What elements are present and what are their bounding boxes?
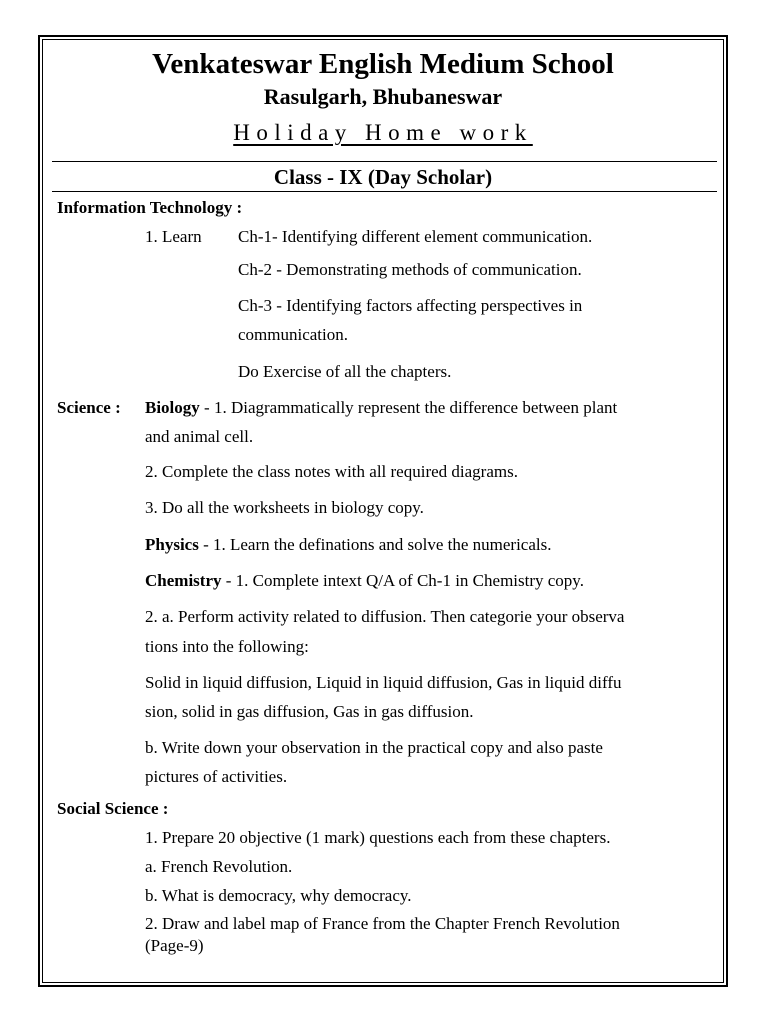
school-name: Venkateswar English Medium School [152, 48, 614, 80]
biology-item3: 3. Do all the worksheets in biology copy. [145, 498, 424, 517]
physics-label: Physics [145, 535, 199, 554]
divider-top [52, 161, 717, 162]
social-item1a: a. French Revolution. [145, 857, 293, 876]
biology-line2: and animal cell. [145, 427, 254, 446]
chemistry-2a-line4: sion, solid in gas diffusion, Gas in gas diffusion. [145, 702, 474, 721]
biology-item2: 2. Complete the class notes with all required diagrams. [145, 462, 518, 481]
it-ch3-line1: Ch-3 - Identifying factors affecting perspectives in [238, 296, 583, 315]
chemistry-2b-line1: b. Write down your observation in the practical copy and also paste [145, 738, 603, 757]
page-title: Holiday Home work [233, 120, 533, 145]
section-heading-social-science: Social Science : [57, 799, 169, 818]
class-line: Class - IX (Day Scholar) [273, 165, 493, 189]
section-heading-science: Science : [57, 398, 121, 417]
social-item2-line1: 2. Draw and label map of France from the Chapter French Revolution [145, 914, 620, 933]
chemistry-2b-line2: pictures of activities. [145, 767, 288, 786]
social-item2-line2: (Page-9) [145, 936, 204, 955]
it-exercise: Do Exercise of all the chapters. [238, 362, 452, 381]
chemistry-label: Chemistry [145, 571, 222, 590]
chemistry-line: Chemistry - 1. Complete intext Q/A of Ch-1 in Chemistry copy. [145, 571, 584, 590]
it-ch3-line2: communication. [238, 325, 349, 344]
divider-bottom [52, 191, 717, 192]
biology-label: Biology [145, 398, 200, 417]
social-item1b: b. What is democracy, why democracy. [145, 886, 412, 905]
school-location: Rasulgarh, Bhubaneswar [263, 84, 503, 109]
biology-line1: Biology - 1. Diagrammatically represent the difference between plant [145, 398, 618, 417]
social-item1: 1. Prepare 20 objective (1 mark) questions each from these chapters. [145, 828, 611, 847]
it-ch1: Ch-1- Identifying different element communication. [238, 227, 593, 246]
section-heading-it: Information Technology : [57, 198, 243, 217]
it-ch2: Ch-2 - Demonstrating methods of communication. [238, 260, 582, 279]
chemistry-2a-line1: 2. a. Perform activity related to diffusion. Then categorie your observa [145, 607, 625, 626]
it-learn-label: 1. Learn [145, 227, 202, 246]
physics-line: Physics - 1. Learn the definations and solve the numericals. [145, 535, 552, 554]
chemistry-2a-line2: tions into the following: [145, 637, 309, 656]
chemistry-2a-line3: Solid in liquid diffusion, Liquid in liquid diffusion, Gas in liquid diffu [145, 673, 622, 692]
